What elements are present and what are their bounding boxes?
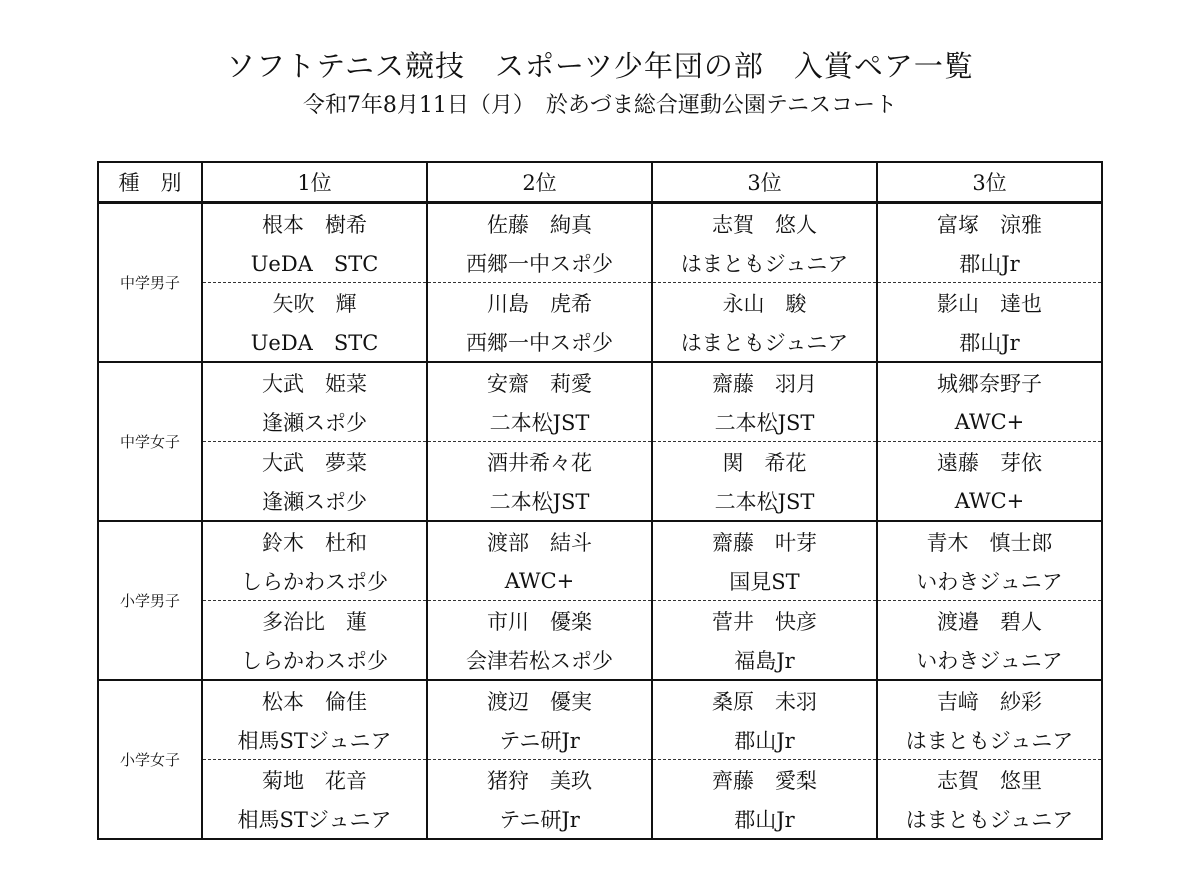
table-row [98,243,1102,283]
player-names: 安齋 莉愛 [427,362,652,402]
team-name: 西郷一中スポ少 [427,322,652,362]
team-name: UeDA STC [202,243,427,283]
player-names: 鈴木 杜和 [202,521,427,561]
player-names: 大武 夢菜 [202,442,427,482]
table-row [98,640,1102,680]
header-rank-3b: 3位 [877,162,1102,203]
team-name: はまともジュニア [652,243,877,283]
team-name: いわきジュニア [877,640,1102,680]
player-names: 城郷奈野子 [877,362,1102,402]
player-names: 菊地 花音 [202,760,427,800]
header-rank-3a: 3位 [652,162,877,203]
team-name: 郡山Jr [877,322,1102,362]
player-names: 青木 慎士郎 [877,521,1102,561]
player-names: 矢吹 輝 [202,283,427,323]
team-name: 国見ST [652,561,877,601]
player-names: 菅井 快彦 [652,601,877,641]
table-row [98,799,1102,839]
player-names: 志賀 悠人 [652,203,877,244]
table-row [98,561,1102,601]
table-row [98,760,1102,800]
team-name: 郡山Jr [652,799,877,839]
team-name: 二本松JST [427,481,652,521]
player-names: 関 希花 [652,442,877,482]
table-row [98,283,1102,323]
player-names: 市川 優楽 [427,601,652,641]
team-name: 二本松JST [427,402,652,442]
team-name: AWC+ [427,561,652,601]
player-names: 遠藤 芽依 [877,442,1102,482]
team-name: 郡山Jr [652,720,877,760]
player-names: 根本 樹希 [202,203,427,244]
category-label: 中学女子 [98,362,202,521]
team-name: 相馬STジュニア [202,720,427,760]
player-names: 渡辺 優実 [427,680,652,720]
player-names: 多治比 蓮 [202,601,427,641]
table-row [98,442,1102,482]
player-names: 影山 達也 [877,283,1102,323]
header-rank-1: 1位 [202,162,427,203]
team-name: いわきジュニア [877,561,1102,601]
player-names: 大武 姫菜 [202,362,427,402]
player-names: 松本 倫佳 [202,680,427,720]
team-name: 福島Jr [652,640,877,680]
team-name: テニ研Jr [427,720,652,760]
team-name: 西郷一中スポ少 [427,243,652,283]
player-names: 酒井希々花 [427,442,652,482]
team-name: はまともジュニア [877,799,1102,839]
table-row [98,322,1102,362]
team-name: 逢瀬スポ少 [202,402,427,442]
team-name: 二本松JST [652,481,877,521]
team-name: はまともジュニア [877,720,1102,760]
player-names: 齊藤 愛梨 [652,760,877,800]
header-rank-2: 2位 [427,162,652,203]
table-row [98,680,1102,720]
header-row [98,162,1102,203]
team-name: 二本松JST [652,402,877,442]
results-table [97,161,1103,840]
document-subtitle: 令和7年8月11日（月） 於あづま総合運動公園テニスコート [302,93,898,118]
player-names: 志賀 悠里 [877,760,1102,800]
team-name: 郡山Jr [877,243,1102,283]
table-row [98,203,1102,244]
team-name: AWC+ [877,402,1102,442]
team-name: しらかわスポ少 [202,561,427,601]
team-name: 逢瀬スポ少 [202,481,427,521]
table-row [98,362,1102,402]
table-row [98,402,1102,442]
player-names: 永山 駿 [652,283,877,323]
player-names: 佐藤 絢真 [427,203,652,244]
team-name: 会津若松スポ少 [427,640,652,680]
player-names: 川島 虎希 [427,283,652,323]
player-names: 富塚 涼雅 [877,203,1102,244]
team-name: AWC+ [877,481,1102,521]
table-row [98,720,1102,760]
team-name: UeDA STC [202,322,427,362]
table-row [98,601,1102,641]
player-names: 桑原 未羽 [652,680,877,720]
player-names: 吉﨑 紗彩 [877,680,1102,720]
document-title: ソフトテニス競技 スポーツ少年団の部 入賞ペア一覧 [226,49,974,83]
player-names: 渡部 結斗 [427,521,652,561]
table-row [98,481,1102,521]
team-name: はまともジュニア [652,322,877,362]
player-names: 渡邉 碧人 [877,601,1102,641]
player-names: 齋藤 羽月 [652,362,877,402]
header-category: 種 別 [98,162,202,203]
category-label: 中学男子 [98,203,202,363]
team-name: テニ研Jr [427,799,652,839]
table-row [98,521,1102,561]
player-names: 齋藤 叶芽 [652,521,877,561]
category-label: 小学女子 [98,680,202,839]
team-name: 相馬STジュニア [202,799,427,839]
category-label: 小学男子 [98,521,202,680]
player-names: 猪狩 美玖 [427,760,652,800]
team-name: しらかわスポ少 [202,640,427,680]
